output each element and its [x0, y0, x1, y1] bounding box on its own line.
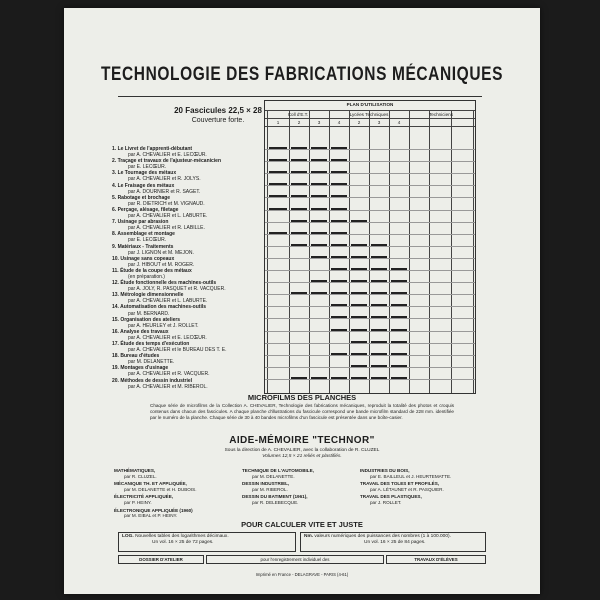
- aide-entry: [114, 508, 218, 519]
- fascicule-title: 11. Étude de la coupe des métaux: [112, 267, 192, 274]
- plan-column-number: 2: [357, 120, 361, 125]
- fascicule-title: 9. Matériaux - Traitements: [112, 243, 174, 250]
- aide-entry-author: par J. ROLLET.: [370, 499, 402, 505]
- plan-row-guide: [265, 246, 475, 247]
- plan-row-guide: [265, 306, 475, 307]
- usage-mark: [351, 256, 367, 258]
- usage-mark: [311, 195, 327, 197]
- aide-entry: [114, 494, 218, 505]
- usage-mark: [371, 377, 387, 379]
- plan-column-number: 2: [297, 120, 301, 125]
- usage-mark: [331, 208, 347, 210]
- aide-entry: [360, 494, 464, 505]
- usage-mark: [331, 159, 347, 161]
- usage-mark: [291, 195, 307, 197]
- aide-entry-author: par M. DELANETTE et H. DUBOIS.: [124, 486, 197, 492]
- fascicule-title: 20. Méthodes de dessin industriel: [112, 377, 193, 384]
- fascicule-title: 1. Le Livret de l'apprenti-débutant: [112, 146, 193, 152]
- usage-mark: [291, 159, 307, 161]
- fascicule-title: 17. Étude des temps d'exécution: [112, 341, 190, 347]
- fascicule-author: par A. HEURLEY et J. ROLLET.: [128, 322, 199, 329]
- aide-entry: [242, 494, 346, 505]
- fascicule-title: 10. Usinage sans copeaux: [112, 255, 175, 262]
- aide-memoire-title: AIDE-MÉMOIRE "TECHNOR": [229, 435, 375, 446]
- usage-mark: [331, 195, 347, 197]
- plan-column-number: 4: [337, 120, 341, 125]
- fascicule-title: 5. Rabotage et brochage: [112, 194, 171, 201]
- usage-mark: [391, 341, 407, 343]
- usage-mark: [291, 220, 307, 222]
- plan-row-guide: [265, 343, 475, 344]
- usage-mark: [311, 244, 327, 246]
- plan-column-number: 3: [317, 120, 321, 125]
- plan-column-rule: [265, 126, 475, 127]
- usage-mark: [269, 183, 287, 185]
- fascicule-author: par A. DOURNIER et R. SAGET.: [128, 188, 201, 195]
- usage-mark: [269, 232, 287, 234]
- usage-mark: [311, 147, 327, 149]
- usage-mark: [291, 232, 307, 234]
- aide-entry-author: par M. RIBEROL.: [252, 486, 288, 492]
- page-title: TECHNOLOGIE DES FABRICATIONS MÉCANIQUES: [100, 63, 504, 85]
- fascicule-title: 16. Analyse des travaux: [112, 328, 169, 335]
- usage-mark: [311, 159, 327, 161]
- aide-entry-title: TRAVAIL DES TOLES ET PROFILÉS,: [360, 481, 440, 487]
- aide-column-1: [114, 468, 218, 521]
- plan-row-guide: [265, 331, 475, 332]
- usage-mark: [291, 244, 307, 246]
- calc-title: POUR CALCULER VITE ET JUSTE: [241, 520, 363, 529]
- plan-group-rule: [265, 118, 475, 119]
- fascicule-author: par J. LIGNON et M. MEJON.: [128, 249, 194, 256]
- usage-mark: [391, 268, 407, 270]
- usage-mark: [311, 171, 327, 173]
- usage-mark: [291, 183, 307, 185]
- usage-mark: [371, 292, 387, 294]
- fascicule-title: 15. Organisation des ateliers: [112, 316, 181, 323]
- fascicule-count: 20 Fascicules 22,5 × 28: [174, 106, 262, 115]
- usage-mark: [391, 292, 407, 294]
- fascicule-author: par J. HIBOUT et M. ROGER.: [128, 261, 195, 268]
- plan-header-rule: [265, 110, 475, 111]
- fascicule-title: 4. Le Fraisage des métaux: [112, 182, 175, 189]
- fascicule-author: par A. CHEVALIER et R. LABILLE.: [128, 225, 205, 232]
- usage-mark: [331, 244, 347, 246]
- plan-column-line: [329, 110, 330, 393]
- fascicule-author: par E. LECŒUR.: [128, 164, 167, 171]
- plan-column-number: 1: [276, 120, 280, 125]
- fascicule-author: (en préparation.): [128, 273, 165, 280]
- usage-mark: [371, 353, 387, 355]
- aide-entry-author: par A. LÉTAUNET et R. PASQUIER.: [370, 486, 444, 492]
- fascicule-title: 3. Le Tournage des métaux: [112, 170, 177, 177]
- plan-row-guide: [265, 379, 475, 380]
- plan-column-line: [429, 110, 430, 393]
- usage-mark: [269, 208, 287, 210]
- fascicule-author: par A. CHEVALIER et L. LABURTE.: [128, 213, 208, 220]
- aide-entry-author: par R. CLUZEL.: [124, 473, 157, 479]
- fascicule-title: 6. Perçage, alésage, filetage: [112, 206, 179, 213]
- fascicule-author: par M. DELANETTE.: [128, 359, 175, 366]
- plan-row-guide: [265, 318, 475, 319]
- usage-mark: [351, 329, 367, 331]
- aide-entry-title: DESSIN DU BATIMENT (1961),: [242, 494, 308, 500]
- plan-column-line: [289, 110, 290, 393]
- usage-mark: [311, 232, 327, 234]
- log-volume: Un vol. 16 × 25 de 72 pages.: [152, 540, 214, 545]
- usage-plan-table: [264, 100, 476, 394]
- aide-entry-title: MATHÉMATIQUES,: [114, 468, 156, 473]
- fascicule-title: 7. Usinage par abrasion: [112, 219, 169, 226]
- plan-row-guide: [265, 161, 475, 162]
- plan-column-line: [267, 110, 268, 393]
- microfilms-title: MICROFILMS DES PLANCHES: [247, 393, 357, 402]
- fascicule-title: 8. Assemblage et montage: [112, 231, 175, 238]
- aide-column-3: [360, 468, 464, 508]
- title-rule: [118, 96, 482, 97]
- plan-row-guide: [265, 185, 475, 186]
- fascicule-title: 19. Montages d'usinage: [112, 365, 169, 372]
- plan-row-guide: [265, 270, 475, 271]
- usage-mark: [371, 329, 387, 331]
- fascicule-title: 18. Bureau d'études: [112, 353, 160, 360]
- usage-mark: [391, 365, 407, 367]
- usage-mark: [291, 377, 307, 379]
- fascicule-author: par A. CHEVALIER et L. LABURTE.: [128, 298, 208, 305]
- aide-entry-title: DESSIN INDUSTRIEL,: [242, 481, 290, 487]
- usage-mark: [351, 365, 367, 367]
- aide-column-2: [242, 468, 346, 508]
- fascicule-title: 13. Métrologie dimensionnelle: [112, 292, 184, 299]
- plan-row-guide: [265, 173, 475, 174]
- usage-mark: [331, 183, 347, 185]
- aide-direction: Sous la direction de A. CHEVALIER, avec la collaboration de R. CLUZEL: [224, 448, 380, 453]
- plan-row-guide: [265, 149, 475, 150]
- usage-mark: [331, 171, 347, 173]
- catalog-page: [64, 8, 540, 594]
- cover-info: Couverture forte.: [191, 117, 245, 124]
- fascicule-author: par A. CHEVALIER et R. JOLYS.: [128, 176, 201, 183]
- usage-mark: [311, 292, 327, 294]
- plan-row-guide: [265, 294, 475, 295]
- plan-title: PLAN D'UTILISATION: [346, 102, 394, 107]
- plan-row-guide: [265, 367, 475, 368]
- usage-mark: [311, 183, 327, 185]
- usage-mark: [269, 159, 287, 161]
- fascicule-author: par A. CHEVALIER et E. LECŒUR.: [128, 334, 207, 341]
- aide-entry-author: par M. DELANETTE.: [252, 473, 295, 479]
- usage-mark: [351, 244, 367, 246]
- aide-entry-title: TECHNIQUE DE L'AUTOMOBILE,: [242, 468, 314, 473]
- plan-row-guide: [265, 197, 475, 198]
- usage-mark: [331, 377, 347, 379]
- plan-row-guide: [265, 222, 475, 223]
- usage-mark: [351, 280, 367, 282]
- aide-entry-title: ÉLECTRONIQUE APPLIQUÉE (1960): [114, 507, 193, 513]
- aide-entry-author: par R. DELEBECQUE.: [252, 499, 299, 505]
- plan-group-header: Coll d'E.T.: [287, 112, 309, 117]
- usage-mark: [291, 208, 307, 210]
- usage-mark: [291, 147, 307, 149]
- fascicule-author: par R. DIETRICH et M. VIGNAUD.: [128, 200, 205, 207]
- plan-column-line: [389, 110, 390, 393]
- usage-mark: [269, 171, 287, 173]
- aide-entry: [114, 468, 218, 479]
- fascicule-author: par A. CHEVALIER et M. RIBEROL.: [128, 383, 208, 390]
- usage-mark: [311, 377, 327, 379]
- aide-entry-title: MÉCANIQUE TH. ET APPLIQUÉE,: [114, 481, 187, 487]
- usage-mark: [269, 147, 287, 149]
- log-title: LOG.: [122, 534, 134, 539]
- plan-column-line: [473, 110, 474, 393]
- aide-entry-title: ÉLECTRICITÉ APPLIQUÉE,: [114, 494, 174, 500]
- usage-mark: [351, 268, 367, 270]
- usage-mark: [391, 280, 407, 282]
- plan-column-number: 4: [397, 120, 401, 125]
- aide-entry: [360, 468, 464, 479]
- plan-row-guide: [265, 282, 475, 283]
- fascicule-title: 14. Automatisation des machines-outils: [112, 304, 207, 311]
- plan-row-guide: [265, 234, 475, 235]
- aide-entry: [360, 481, 464, 492]
- aide-entry: [242, 481, 346, 492]
- usage-mark: [331, 292, 347, 294]
- usage-mark: [371, 244, 387, 246]
- usage-mark: [391, 377, 407, 379]
- plan-column-number: 3: [377, 120, 381, 125]
- plan-row-guide: [265, 210, 475, 211]
- aide-entry-author: par P. HEINY.: [124, 499, 152, 505]
- fascicule-author: par A. CHEVALIER et le BUREAU DES T. E.: [128, 347, 227, 354]
- footer-middle: pour l'enregistrement individuel des: [206, 555, 384, 564]
- plan-column-line: [309, 110, 310, 393]
- fascicule-title: 12. Étude fonctionnelle des machines-outils: [112, 280, 217, 287]
- usage-mark: [351, 304, 367, 306]
- usage-mark: [391, 329, 407, 331]
- usage-mark: [331, 147, 347, 149]
- plan-column-line: [451, 110, 452, 393]
- usage-mark: [371, 268, 387, 270]
- fascicule-title: 2. Traçage et travaux de l'ajusteur-mécanicien: [112, 158, 222, 165]
- usage-mark: [311, 208, 327, 210]
- usage-mark: [391, 304, 407, 306]
- aide-entry-author: par E. BAILLEUL et J. HEURTEMATTE.: [370, 473, 452, 479]
- usage-mark: [351, 316, 367, 318]
- usage-mark: [371, 256, 387, 258]
- plan-group-header: Lycées Techniques: [349, 112, 389, 117]
- usage-mark: [331, 268, 347, 270]
- fascicule-author: par E. LECŒUR.: [128, 237, 167, 244]
- plan-row-guide: [265, 258, 475, 259]
- usage-mark: [371, 316, 387, 318]
- fascicule-author: par A. CHEVALIER et R. VACQUER.: [128, 371, 210, 378]
- num-volume: Un vol. 16 × 25 de 84 pages.: [364, 540, 426, 545]
- aide-entry-title: INDUSTRIES DU BOIS,: [360, 468, 410, 473]
- usage-mark: [269, 195, 287, 197]
- usage-mark: [331, 232, 347, 234]
- fascicule-author: par A. JOLY, R. PASQUET et R. VACQUER.: [128, 286, 226, 293]
- usage-mark: [331, 256, 347, 258]
- microfilms-text: Chaque série de microfilms de la Collection A. CHEVALIER, Technologie des fabrications mécaniques, reproduit la totalité des photos et croquis contenus dans chacun des fascicules. A chaque planche d'illustrations du fascicule correspond une bande microfilm standard de 228 mm. identifiée par le numéro de la planche. Chaque série de 30 à 40 bandes microfilms d'un fascicule est présentée dans une boîte-casier.: [150, 403, 454, 420]
- usage-mark: [351, 341, 367, 343]
- usage-mark: [371, 280, 387, 282]
- imprint: Imprimé en France - DELAGRAVE - PARIS (4-61): [255, 572, 349, 577]
- aide-memoire-subtitle: [64, 448, 540, 460]
- usage-mark: [371, 341, 387, 343]
- usage-mark: [351, 292, 367, 294]
- aide-entry-title: TRAVAIL DES PLASTIQUES,: [360, 494, 422, 500]
- aide-volumes: Volumes 12,5 × 21 reliés et plastifiés.: [262, 454, 342, 459]
- usage-mark: [331, 304, 347, 306]
- num-title: Nm.: [304, 534, 314, 539]
- log-text: Nouvelles tables des logarithmes décimaux.: [135, 534, 229, 539]
- usage-mark: [291, 171, 307, 173]
- usage-mark: [291, 292, 307, 294]
- usage-mark: [391, 316, 407, 318]
- plan-column-line: [369, 110, 370, 393]
- usage-mark: [331, 353, 347, 355]
- plan-column-line: [349, 110, 350, 393]
- usage-mark: [351, 377, 367, 379]
- usage-mark: [371, 304, 387, 306]
- log-box: [118, 532, 296, 552]
- usage-mark: [391, 353, 407, 355]
- usage-mark: [311, 220, 327, 222]
- usage-mark: [351, 353, 367, 355]
- aide-entry: [114, 481, 218, 492]
- plan-column-line: [409, 110, 410, 393]
- aide-entry: [242, 468, 346, 479]
- aide-entry-author: par M. EIBAL et P. HEINY.: [124, 513, 178, 519]
- footer-right: TRAVAUX D'ÉLÈVES: [386, 555, 486, 564]
- usage-mark: [311, 280, 327, 282]
- plan-group-header: Techniciens: [428, 112, 453, 117]
- usage-mark: [311, 256, 327, 258]
- num-text: valeurs numériques des puissances des nombres (1 à 100.000).: [314, 534, 451, 539]
- usage-mark: [331, 316, 347, 318]
- usage-mark: [351, 220, 367, 222]
- num-box: [300, 532, 486, 552]
- fascicule-author: par M. BERNARD.: [128, 310, 170, 317]
- usage-mark: [371, 365, 387, 367]
- plan-row-guide: [265, 355, 475, 356]
- usage-mark: [331, 329, 347, 331]
- usage-mark: [331, 220, 347, 222]
- footer-left: DOSSIER D'ATELIER: [118, 555, 204, 564]
- usage-mark: [331, 280, 347, 282]
- fascicule-author: par A. CHEVALIER et E. LECŒUR.: [128, 152, 207, 159]
